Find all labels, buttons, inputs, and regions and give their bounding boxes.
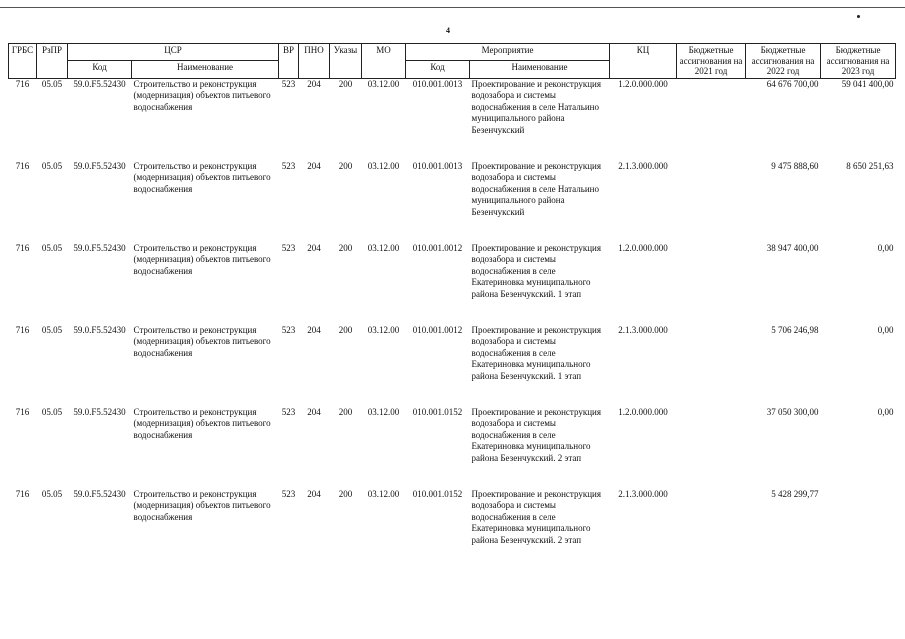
header-rzpr: РзПР: [37, 44, 68, 79]
cell-event-name: Проектирование и реконструкция водозабора и системы водоснабжения в селе Екатериновка муниципального района Безенчукский. 2 этап: [471, 406, 601, 463]
table-row: [9, 325, 896, 407]
cell-csr-code: 59.0.F5.52430: [73, 324, 126, 335]
cell-kc: 2.1.3.000.000: [618, 488, 668, 499]
cell-budget-2022: 37 050 300,00: [766, 406, 819, 417]
cell-vr: 523: [281, 488, 296, 499]
cell-event-code: 010.001.0152: [412, 488, 463, 499]
cell-grbs: 716: [15, 78, 30, 89]
header-budget-2022: Бюджетные ассигнования на 2022 год: [746, 44, 821, 79]
cell-budget-2023: 59 041 400,00: [841, 78, 894, 89]
cell-pno: 204: [307, 488, 321, 499]
cell-ukazy: 200: [338, 324, 353, 335]
page-number: 4: [446, 26, 450, 35]
cell-budget-2023: 0,00: [877, 406, 894, 417]
cell-ukazy: 200: [338, 406, 353, 417]
top-rule: [0, 7, 905, 8]
cell-grbs: 716: [15, 488, 30, 499]
cell-event-name: Проектирование и реконструкция водозабора и системы водоснабжения в селе Екатериновка муниципального района Безенчукский. 1 этап: [471, 242, 601, 299]
cell-mo: 03.12.00: [367, 78, 400, 89]
cell-mo: 03.12.00: [367, 324, 400, 335]
cell-event-name: Проектирование и реконструкция водозабора и системы водоснабжения в селе Екатериновка муниципального района Безенчукский. 2 этап: [471, 488, 601, 545]
cell-csr-name: Строительство и реконструкция (модернизация) объектов питьевого водоснабжения: [133, 242, 271, 276]
cell-csr-code: 59.0.F5.52430: [73, 160, 126, 171]
cell-pno: 204: [307, 78, 321, 89]
cell-rzpr: 05.05: [41, 488, 63, 499]
header-mo: МО: [362, 44, 406, 79]
table-body: [9, 78, 896, 571]
cell-mo: 03.12.00: [367, 242, 400, 253]
cell-budget-2021: [677, 325, 746, 407]
header-grbs: ГРБС: [9, 44, 37, 79]
cell-event-code: 010.001.0013: [412, 78, 463, 89]
header-csr-name: Наименование: [132, 61, 279, 78]
cell-budget-2022: 38 947 400,00: [766, 242, 819, 253]
cell-event-name: Проектирование и реконструкция водозабора и системы водоснабжения в селе Натальино муниципального района Безенчукский: [471, 160, 601, 217]
cell-kc: 1.2.0.000.000: [618, 242, 668, 253]
cell-budget-2022: 64 676 700,00: [766, 78, 819, 89]
cell-vr: 523: [281, 160, 296, 171]
cell-csr-code: 59.0.F5.52430: [73, 78, 126, 89]
cell-csr-name: Строительство и реконструкция (модернизация) объектов питьевого водоснабжения: [133, 78, 271, 112]
cell-event-code: 010.001.0012: [412, 242, 463, 253]
cell-budget-2021: [677, 489, 746, 571]
cell-budget-2023: 0,00: [877, 242, 894, 253]
table-header: [9, 44, 896, 79]
header-pno: ПНО: [299, 44, 330, 79]
header-budget-2023: Бюджетные ассигнования на 2023 год: [821, 44, 896, 79]
table-row: [9, 161, 896, 243]
cell-mo: 03.12.00: [367, 406, 400, 417]
cell-vr: 523: [281, 406, 296, 417]
table-row: [9, 78, 896, 161]
cell-grbs: 716: [15, 324, 30, 335]
header-csr: ЦСР: [68, 44, 279, 61]
table-row: [9, 489, 896, 571]
cell-vr: 523: [281, 78, 296, 89]
cell-budget-2022: 9 475 888,60: [771, 160, 819, 171]
cell-csr-name: Строительство и реконструкция (модернизация) объектов питьевого водоснабжения: [133, 324, 271, 358]
header-budget-2021: Бюджетные ассигнования на 2021 год: [677, 44, 746, 79]
cell-rzpr: 05.05: [41, 324, 63, 335]
cell-vr: 523: [281, 242, 296, 253]
cell-grbs: 716: [15, 242, 30, 253]
header-vr: ВР: [279, 44, 299, 79]
cell-budget-2021: [677, 407, 746, 489]
cell-csr-code: 59.0.F5.52430: [73, 242, 126, 253]
cell-kc: 1.2.0.000.000: [618, 78, 668, 89]
header-event: Мероприятие: [406, 44, 610, 61]
header-event-name: Наименование: [470, 61, 610, 78]
cell-budget-2021: [677, 243, 746, 325]
cell-event-name: Проектирование и реконструкция водозабора и системы водоснабжения в селе Натальино муниципального района Безенчукский: [471, 78, 601, 135]
cell-budget-2023: 0,00: [877, 324, 894, 335]
cell-csr-code: 59.0.F5.52430: [73, 488, 126, 499]
cell-csr-code: 59.0.F5.52430: [73, 406, 126, 417]
table-row: [9, 407, 896, 489]
header-ukazy: Указы: [330, 44, 362, 79]
cell-kc: 1.2.0.000.000: [618, 406, 668, 417]
cell-pno: 204: [307, 324, 321, 335]
header-csr-code: Код: [68, 61, 132, 78]
cell-csr-name: Строительство и реконструкция (модернизация) объектов питьевого водоснабжения: [133, 160, 271, 194]
cell-mo: 03.12.00: [367, 488, 400, 499]
cell-rzpr: 05.05: [41, 406, 63, 417]
cell-event-code: 010.001.0152: [412, 406, 463, 417]
budget-table: [8, 43, 896, 571]
cell-budget-2022: 5 428 299,77: [771, 488, 819, 499]
cell-pno: 204: [307, 242, 321, 253]
cell-rzpr: 05.05: [41, 78, 63, 89]
cell-event-code: 010.001.0013: [412, 160, 463, 171]
cell-grbs: 716: [15, 160, 30, 171]
cell-budget-2023: 8 650 251,63: [846, 160, 894, 171]
header-kc: КЦ: [610, 44, 677, 79]
cell-ukazy: 200: [338, 488, 353, 499]
cell-budget-2023: [821, 489, 896, 571]
cell-event-name: Проектирование и реконструкция водозабора и системы водоснабжения в селе Екатериновка муниципального района Безенчукский. 1 этап: [471, 324, 601, 381]
cell-kc: 2.1.3.000.000: [618, 324, 668, 335]
cell-mo: 03.12.00: [367, 160, 400, 171]
cell-pno: 204: [307, 160, 321, 171]
cell-pno: 204: [307, 406, 321, 417]
header-event-code: Код: [406, 61, 470, 78]
cell-csr-name: Строительство и реконструкция (модернизация) объектов питьевого водоснабжения: [133, 406, 271, 440]
table-row: [9, 243, 896, 325]
cell-budget-2021: [677, 78, 746, 161]
cell-csr-name: Строительство и реконструкция (модернизация) объектов питьевого водоснабжения: [133, 488, 271, 522]
cell-ukazy: 200: [338, 242, 353, 253]
cell-vr: 523: [281, 324, 296, 335]
cell-budget-2021: [677, 161, 746, 243]
cell-rzpr: 05.05: [41, 160, 63, 171]
cell-grbs: 716: [15, 406, 30, 417]
cell-budget-2022: 5 706 246,98: [771, 324, 819, 335]
scan-dot: [857, 15, 860, 18]
cell-ukazy: 200: [338, 160, 353, 171]
cell-rzpr: 05.05: [41, 242, 63, 253]
cell-event-code: 010.001.0012: [412, 324, 463, 335]
cell-ukazy: 200: [338, 78, 353, 89]
cell-kc: 2.1.3.000.000: [618, 160, 668, 171]
